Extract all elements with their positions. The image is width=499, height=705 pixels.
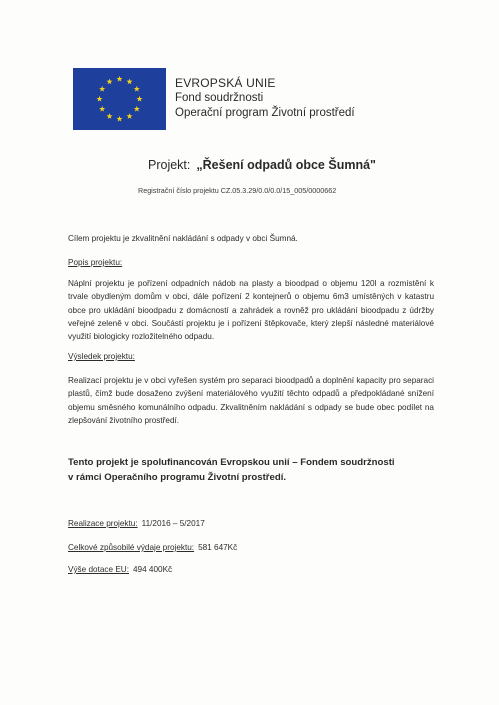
implementation-row <box>68 519 205 528</box>
grant-row <box>68 565 172 574</box>
project-title-name: „Řešení odpadů obce Šumná" <box>196 158 376 172</box>
eu-flag-logo <box>73 68 166 130</box>
implementation-label: Realizace projektu: <box>68 519 138 528</box>
eu-header-text <box>175 76 355 121</box>
eu-name: EVROPSKÁ UNIE <box>175 76 276 90</box>
grant-value: 494 400Kč <box>132 565 173 574</box>
costs-value: 581 647Kč <box>198 543 238 552</box>
result-heading: Výsledek projektu: <box>68 352 135 361</box>
description-text: Náplní projektu je pořízení odpadních nádob na plasty a bioodpad o objemu 120l a rozmístění k trvale obydleným domům v obci, dále pořízení 2 kontejnerů o objemu 6m3 umístěných v katastru obce pro ukládání bioodpadu z domácností a zahrádek a rovněž pro ukládání bioodpadu z údržby veřejné zeleně v obci. Součástí projektu je i pořízení štěpkovače, který zlepší následné materiálové využití biologicky rozložitelného odpadu. <box>68 279 434 342</box>
cofunding-line-2: v rámci Operačního programu Životní prostředí. <box>68 472 287 483</box>
project-aim: Cílem projektu je zkvalitnění nakládání s odpady v obci Šumná. <box>68 234 298 243</box>
cofunding-line-1: Tento projekt je spolufinancován Evropskou unií – Fondem soudržnosti <box>68 457 395 468</box>
project-title <box>148 158 408 172</box>
costs-row <box>68 543 237 552</box>
registration-number: Registrační číslo projektu CZ.05.3.29/0.0/0.0/15_005/0000662 <box>138 186 337 195</box>
description-heading: Popis projektu: <box>68 258 123 267</box>
costs-label: Celkové způsobilé výdaje projektu: <box>68 543 195 552</box>
program-name: Operační program Životní prostředí <box>175 107 355 119</box>
project-title-prefix: Projekt: <box>148 158 191 172</box>
cofunding-statement <box>68 455 438 485</box>
fund-name: Fond soudržnosti <box>175 92 264 104</box>
implementation-value: 11/2016 – 5/2017 <box>141 519 205 528</box>
eu-flag-icon <box>73 68 166 130</box>
result-text: Realizací projektu je v obci vyřešen systém pro separaci bioodpadů a doplnění kapacity pro separaci plastů, čímž bude dosaženo zvýšení materiálového využití těchto odpadů a předpokládané snížení objemu směsného komunálního odpadu. Zkvalitněním nakládání s odpady se bude obec podílet na zlepšování životního prostředí. <box>68 376 434 425</box>
grant-label: Výše dotace EU: <box>68 565 129 574</box>
